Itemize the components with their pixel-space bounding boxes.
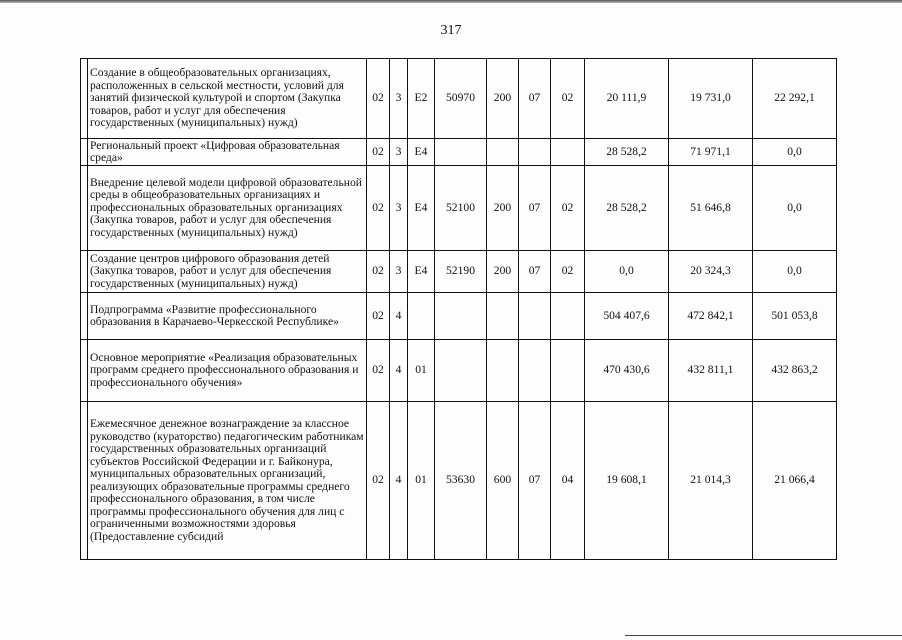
subprogram-code-cell: 3 xyxy=(390,166,408,251)
expense-type-cell xyxy=(487,293,519,340)
project-code-cell: E4 xyxy=(408,251,435,293)
subprogram-code-cell: 3 xyxy=(390,139,408,166)
expense-type-cell xyxy=(487,139,519,166)
project-code-cell: 01 xyxy=(408,402,435,560)
subchapter-cell: 02 xyxy=(551,166,585,251)
amount-year3-cell: 21 066,4 xyxy=(753,402,837,560)
table-row xyxy=(81,340,837,402)
section-code-cell: 02 xyxy=(367,402,390,560)
expense-type-cell xyxy=(487,340,519,402)
direction-code-cell xyxy=(435,293,487,340)
subprogram-code-cell: 3 xyxy=(390,59,408,139)
table-row xyxy=(81,293,837,340)
subprogram-code-cell: 4 xyxy=(390,293,408,340)
chapter-cell xyxy=(519,293,551,340)
amount-year1-cell: 470 430,6 xyxy=(585,340,669,402)
project-code-cell: 01 xyxy=(408,340,435,402)
row-name-cell: Внедрение целевой модели цифровой образовательной среды в общеобразовательных организациях и профессиональных образовательных организациях (Закупка товаров, работ и услуг для обеспечения государственных (муниципальных) нужд) xyxy=(88,166,367,251)
project-code-cell: E4 xyxy=(408,139,435,166)
section-code-cell: 02 xyxy=(367,251,390,293)
row-name-cell: Основное мероприятие «Реализация образовательных программ среднего профессионального образования и профессионального обучения» xyxy=(88,340,367,402)
table-row xyxy=(81,59,837,139)
table-row xyxy=(81,166,837,251)
amount-year3-cell: 432 863,2 xyxy=(753,340,837,402)
subprogram-code-cell: 4 xyxy=(390,340,408,402)
scan-bottom-edge xyxy=(625,635,902,636)
amount-year2-cell: 71 971,1 xyxy=(669,139,753,166)
table-row xyxy=(81,251,837,293)
subchapter-cell xyxy=(551,340,585,402)
row-index-cell xyxy=(81,59,88,139)
subchapter-cell xyxy=(551,293,585,340)
amount-year3-cell: 22 292,1 xyxy=(753,59,837,139)
amount-year1-cell: 0,0 xyxy=(585,251,669,293)
amount-year3-cell: 501 053,8 xyxy=(753,293,837,340)
chapter-cell: 07 xyxy=(519,402,551,560)
row-index-cell xyxy=(81,166,88,251)
section-code-cell: 02 xyxy=(367,166,390,251)
direction-code-cell xyxy=(435,340,487,402)
chapter-cell: 07 xyxy=(519,59,551,139)
amount-year1-cell: 20 111,9 xyxy=(585,59,669,139)
project-code-cell: E2 xyxy=(408,59,435,139)
budget-table xyxy=(80,58,837,560)
expense-type-cell: 600 xyxy=(487,402,519,560)
scan-top-edge xyxy=(0,0,902,3)
amount-year2-cell: 51 646,8 xyxy=(669,166,753,251)
subchapter-cell: 02 xyxy=(551,59,585,139)
amount-year1-cell: 19 608,1 xyxy=(585,402,669,560)
row-index-cell xyxy=(81,139,88,166)
expense-type-cell: 200 xyxy=(487,166,519,251)
subchapter-cell: 04 xyxy=(551,402,585,560)
amount-year1-cell: 504 407,6 xyxy=(585,293,669,340)
table-row xyxy=(81,139,837,166)
subchapter-cell: 02 xyxy=(551,251,585,293)
project-code-cell xyxy=(408,293,435,340)
chapter-cell: 07 xyxy=(519,166,551,251)
row-index-cell xyxy=(81,293,88,340)
chapter-cell: 07 xyxy=(519,251,551,293)
amount-year2-cell: 21 014,3 xyxy=(669,402,753,560)
subprogram-code-cell: 3 xyxy=(390,251,408,293)
chapter-cell xyxy=(519,340,551,402)
expense-type-cell: 200 xyxy=(487,59,519,139)
subprogram-code-cell: 4 xyxy=(390,402,408,560)
section-code-cell: 02 xyxy=(367,293,390,340)
row-name-cell: Региональный проект «Цифровая образовательная среда» xyxy=(88,139,367,166)
table-row xyxy=(81,402,837,560)
section-code-cell: 02 xyxy=(367,340,390,402)
amount-year2-cell: 20 324,3 xyxy=(669,251,753,293)
subchapter-cell xyxy=(551,139,585,166)
project-code-cell: E4 xyxy=(408,166,435,251)
section-code-cell: 02 xyxy=(367,139,390,166)
row-index-cell xyxy=(81,340,88,402)
page-number: 317 xyxy=(440,23,462,38)
amount-year2-cell: 19 731,0 xyxy=(669,59,753,139)
amount-year3-cell: 0,0 xyxy=(753,139,837,166)
expense-type-cell: 200 xyxy=(487,251,519,293)
row-name-cell: Создание в общеобразовательных организациях, расположенных в сельской местности, условий для занятий физической культурой и спортом (Закупка товаров, работ и услуг для обеспечения государственных (муниципальных) нужд) xyxy=(88,59,367,139)
amount-year1-cell: 28 528,2 xyxy=(585,166,669,251)
amount-year3-cell: 0,0 xyxy=(753,166,837,251)
row-index-cell xyxy=(81,251,88,293)
direction-code-cell xyxy=(435,139,487,166)
amount-year1-cell: 28 528,2 xyxy=(585,139,669,166)
direction-code-cell: 50970 xyxy=(435,59,487,139)
amount-year2-cell: 472 842,1 xyxy=(669,293,753,340)
direction-code-cell: 53630 xyxy=(435,402,487,560)
chapter-cell xyxy=(519,139,551,166)
amount-year3-cell: 0,0 xyxy=(753,251,837,293)
row-index-cell xyxy=(81,402,88,560)
amount-year2-cell: 432 811,1 xyxy=(669,340,753,402)
direction-code-cell: 52100 xyxy=(435,166,487,251)
direction-code-cell: 52190 xyxy=(435,251,487,293)
table-body xyxy=(81,59,837,560)
row-name-cell: Ежемесячное денежное вознаграждение за классное руководство (кураторство) педагогическим работникам государственных образовательных организаций субъектов Российской Федерации и г. Байконура, муниципальных образовательных организаций, реализующих образовательные программы среднего профессионального образования, в том числе программы профессионального обучения для лиц с ограниченными возможностями здоровья (Предоставление субсидий xyxy=(88,402,367,560)
row-name-cell: Создание центров цифрового образования детей (Закупка товаров, работ и услуг для обеспечения государственных (муниципальных) нужд) xyxy=(88,251,367,293)
row-name-cell: Подпрограмма «Развитие профессионального образования в Карачаево-Черкесской Республике» xyxy=(88,293,367,340)
section-code-cell: 02 xyxy=(367,59,390,139)
